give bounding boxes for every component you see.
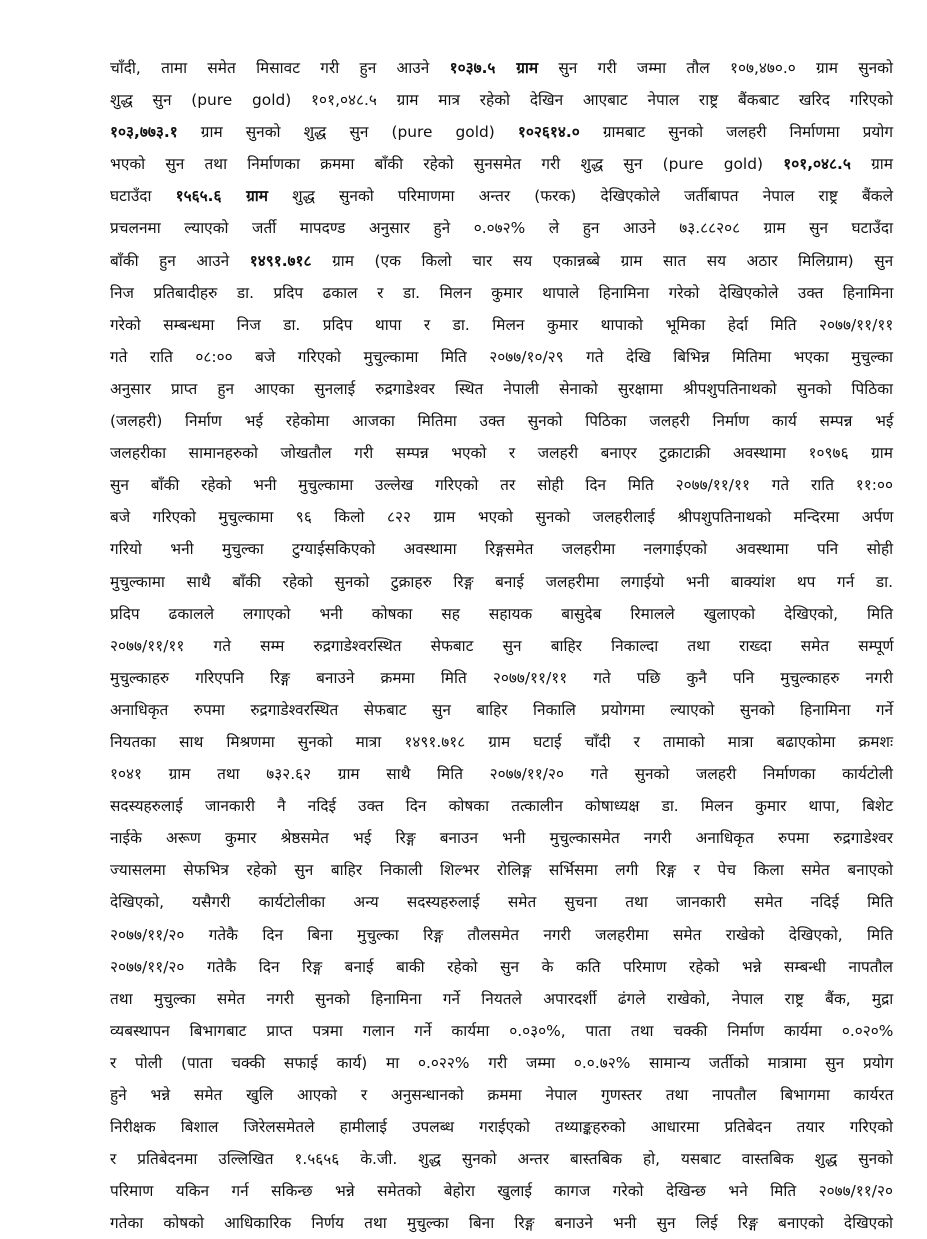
text-run: अनाधिकृत रुपमा रुद्रगाडेश्वरस्थित सेफबाट सुन बाहिर निकालि प्रयोगमा ल्याएको सुनको हिनामिना गर्ने [110,700,894,719]
text-run: २०७७/११/२० गतेकै दिन रिङ्ग बनाई बाकी रहेको सुन के कति परिमाण रहेको भन्ने सम्बन्धी नापतौल [110,957,893,976]
text-run: सदस्यहरुलाई जानकारी नै नदिई उक्त दिन कोषका तत्कालीन कोषाध्यक्ष डा. मिलन कुमार थापा, बिशेट [110,797,894,816]
text-line [110,1143,893,1175]
text-line [110,662,893,694]
text-run: ग्राम (एक किलो चार सय एकान्नब्बे ग्राम सात सय अठार मिलिग्राम) सुन [311,251,894,270]
text-run: २०७७/११/२० गतेकै दिन बिना मुचुल्का रिङ्ग तौलसमेत नगरी जलहरीमा समेत राखेको देखिएको, मिति [110,925,893,944]
text-run: व्यबस्थापन बिभागबाट प्राप्त पत्रमा गलान गर्ने कार्यमा ०.०३०%, पाता तथा चक्की निर्माण कार्यमा ०.०२०% [110,1021,894,1040]
bold-figure: १४९१.७१८ [249,251,312,270]
text-line [110,212,893,244]
text-run: बाँकी हुन आउने [110,251,250,270]
text-line [110,180,893,212]
text-line [110,886,893,918]
text-line [110,694,893,726]
bold-figure: १०३,७७३.१ [110,123,178,142]
text-line [110,309,893,341]
text-run: गतेका कोषको आधिकारिक निर्णय तथा मुचुल्का बिना रिङ्ग बनाउने भनी सुन लिई रिङ्ग बनाएको देखिएको [110,1214,893,1233]
text-line [110,630,893,662]
text-run: देखिएको, यसैगरी कार्यटोलीका अन्य सदस्यहरुलाई समेत सुचना तथा जानकारी समेत नदिई मिति [110,893,894,912]
text-run: निरीक्षक बिशाल जिरेलसमेतले हामीलाई उपलब्ध गराईएको तथ्याङ्कहरुको आधारमा प्रतिबेदन तयार गरिएको [110,1118,893,1137]
text-line [110,1015,893,1047]
body-paragraph [110,52,893,1239]
text-line [110,1207,893,1239]
text-line [110,726,893,758]
text-run: चाँदी, तामा समेत मिसावट गरी हुन आउने [110,59,450,77]
text-line [110,52,893,84]
text-line [110,533,893,565]
text-line [110,341,893,373]
text-run: (जलहरी) निर्माण भई रहेकोमा आजका मितिमा उक्त सुनको पिठिका जलहरी निर्माण कार्य सम्पन्न भई [110,412,894,431]
text-run: गते राति ०८:०० बजे गरिएको मुचुल्कामा मिति २०७७/१०/२९ गते देखि बिभिन्न मितिमा भएका मुचुल्का [110,347,893,366]
bold-figure: १०३७.५ ग्राम [449,59,539,77]
text-run: घटाउँदा [110,187,176,206]
text-line [110,983,893,1015]
text-line [110,854,893,886]
text-run: निज प्रतिबादीहरु डा. प्रदिप ढकाल र डा. मिलन कुमार थापाले हिनामिना गरेको देखिएकोले उक्त हिनामिना [110,283,894,302]
text-line [110,919,893,951]
text-line [110,405,893,437]
text-run: र प्रतिबेदनमा उल्लिखित १.५६५६ के.जी. शुद्ध सुनको अन्तर बास्तबिक हो, यसबाट वास्तबिक शुद्ध सुनको [110,1150,893,1169]
text-line [110,790,893,822]
text-run: शुद्ध सुन (pure gold) १०१,०४८.५ ग्राम मात्र रहेको देखिन आएबाट नेपाल राष्ट्र बैंकबाट खरिद गरिएको [110,91,893,110]
text-run: बजे गरिएको मुचुल्कामा ९६ किलो ८२२ ग्राम भएको सुनको जलहरीलाई श्रीपशुपतिनाथको मन्दिरमा अर्पण [110,508,894,527]
text-run: हुने भन्ने समेत खुलि आएको र अनुसन्धानको क्रममा नेपाल गुणस्तर तथा नापतौल बिभागमा कार्यरत [110,1086,894,1104]
text-run: प्रदिप ढकालले लगाएको भनी कोषका सह सहायक बासुदेब रिमालले खुलाएको देखिएको, मिति [110,604,893,623]
text-run: मुचुल्कामा साथै बाँकी रहेको सुनको टुक्राहरु रिङ्ग बनाई जलहरीमा लगाईयो भनी बाक्यांश थप गर्न डा. [110,572,893,591]
text-line [110,1047,893,1079]
text-line [110,277,893,309]
text-run: परिमाण यकिन गर्न सकिन्छ भन्ने समेतको बेहोरा खुलाई कागज गरेको देखिन्छ भने मिति २०७७/११/२० [110,1182,893,1201]
text-line [110,116,893,148]
bold-figure: १०१,०४८.५ [783,155,851,174]
text-line [110,1079,893,1111]
text-run: सुन गरी जम्मा तौल १०७,४७०.० ग्राम सुनको [538,59,893,77]
text-run: तथा मुचुल्का समेत नगरी सुनको हिनामिना गर्ने नियतले अपारदर्शी ढंगले राखेको, नेपाल राष्ट्र बैंक, मुद्रा [110,989,894,1008]
bold-figure: १५६५.६ ग्राम [175,187,268,206]
text-line [110,84,893,116]
text-line [110,501,893,533]
text-run: ग्रामबाट सुनको जलहरी निर्माणमा प्रयोग [579,123,893,142]
text-run: गरियो भनी मुचुल्का टुग्याईसकिएको अवस्थामा रिङ्गसमेत जलहरीमा नलगाईएको अवस्थामा पनि सोही [110,540,894,559]
text-line [110,1111,893,1143]
text-line [110,822,893,854]
text-run: भएको सुन तथा निर्माणका क्रममा बाँकी रहेको सुनसमेत गरी शुद्ध सुन (pure gold) [110,155,784,174]
text-line [110,148,893,180]
text-run: सुन बाँकी रहेको भनी मुचुल्कामा उल्लेख गरिएको तर सोही दिन मिति २०७७/११/११ गते राति ११:०० [110,476,893,495]
text-run: गरेको सम्बन्धमा निज डा. प्रदिप थापा र डा. मिलन कुमार थापाको भूमिका हेर्दा मिति २०७७/११/११ [110,315,894,334]
text-run: प्रचलनमा ल्याएको जर्ती मापदण्ड अनुसार हुने ०.०७२% ले हुन आउने ७३.८८२०८ ग्राम सुन घटाउँदा [110,219,893,238]
text-run: मुचुल्काहरु गरिएपनि रिङ्ग बनाउने क्रममा मिति २०७७/११/११ गते पछि कुनै पनि मुचुल्काहरु नगरी [110,668,893,687]
text-run: नियतका साथ मिश्रणमा सुनको मात्रा १४९१.७१८ ग्राम घटाई चाँदी र तामाको मात्रा बढाएकोमा क्रमशः [110,732,894,751]
text-run: ज्यासलमा सेफभित्र रहेको सुन बाहिर निकाली शिल्भर रोलिङ्ग सर्भिसमा लगी रिङ्ग र पेच किला समेत बनाएको [110,861,893,880]
text-line [110,373,893,405]
text-run: २०७७/११/११ गते सम्म रुद्रगाडेश्वरस्थित सेफबाट सुन बाहिर निकाल्दा तथा राख्दा समेत सम्पूर्ण [110,636,894,655]
text-run: अनुसार प्राप्त हुन आएका सुनलाई रुद्रगाडेश्वर स्थित नेपाली सेनाको सुरक्षामा श्रीपशुपतिनाथको सुनको पिठिका [110,379,893,398]
text-line [110,1175,893,1207]
text-line [110,437,893,469]
text-run: ग्राम [850,155,893,174]
bold-figure: १०२६१४.० [517,123,580,142]
text-line [110,598,893,630]
text-run: र पोली (पाता चक्की सफाई कार्य) मा ०.०२२% गरी जम्मा ०.०.७२% सामान्य जर्तीको मात्रामा सुन प्रयोग [110,1053,894,1072]
text-run: ग्राम सुनको शुद्ध सुन (pure gold) [177,123,518,142]
text-run: नाईके अरूण कुमार श्रेष्ठसमेत भई रिङ्ग बनाउन भनी मुचुल्कासमेत नगरी अनाधिकृत रुपमा रुद्रगाडेश्वर [110,829,893,848]
text-run: १०४१ ग्राम तथा ७३२.६२ ग्राम साथै मिति २०७७/११/२० गते सुनको जलहरी निर्माणका कार्यटोली [110,765,893,784]
text-run: जलहरीका सामानहरुको जोखतौल गरी सम्पन्न भएको र जलहरी बनाएर टुक्राटाक्री अवस्थामा १०९७६ ग्राम [110,444,893,463]
text-line [110,245,893,277]
text-line [110,758,893,790]
text-line [110,469,893,501]
text-line [110,566,893,598]
text-run: शुद्ध सुनको परिमाणमा अन्तर (फरक) देखिएकोले जर्तीबापत नेपाल राष्ट्र बैंकले [267,187,894,206]
text-line [110,951,893,983]
